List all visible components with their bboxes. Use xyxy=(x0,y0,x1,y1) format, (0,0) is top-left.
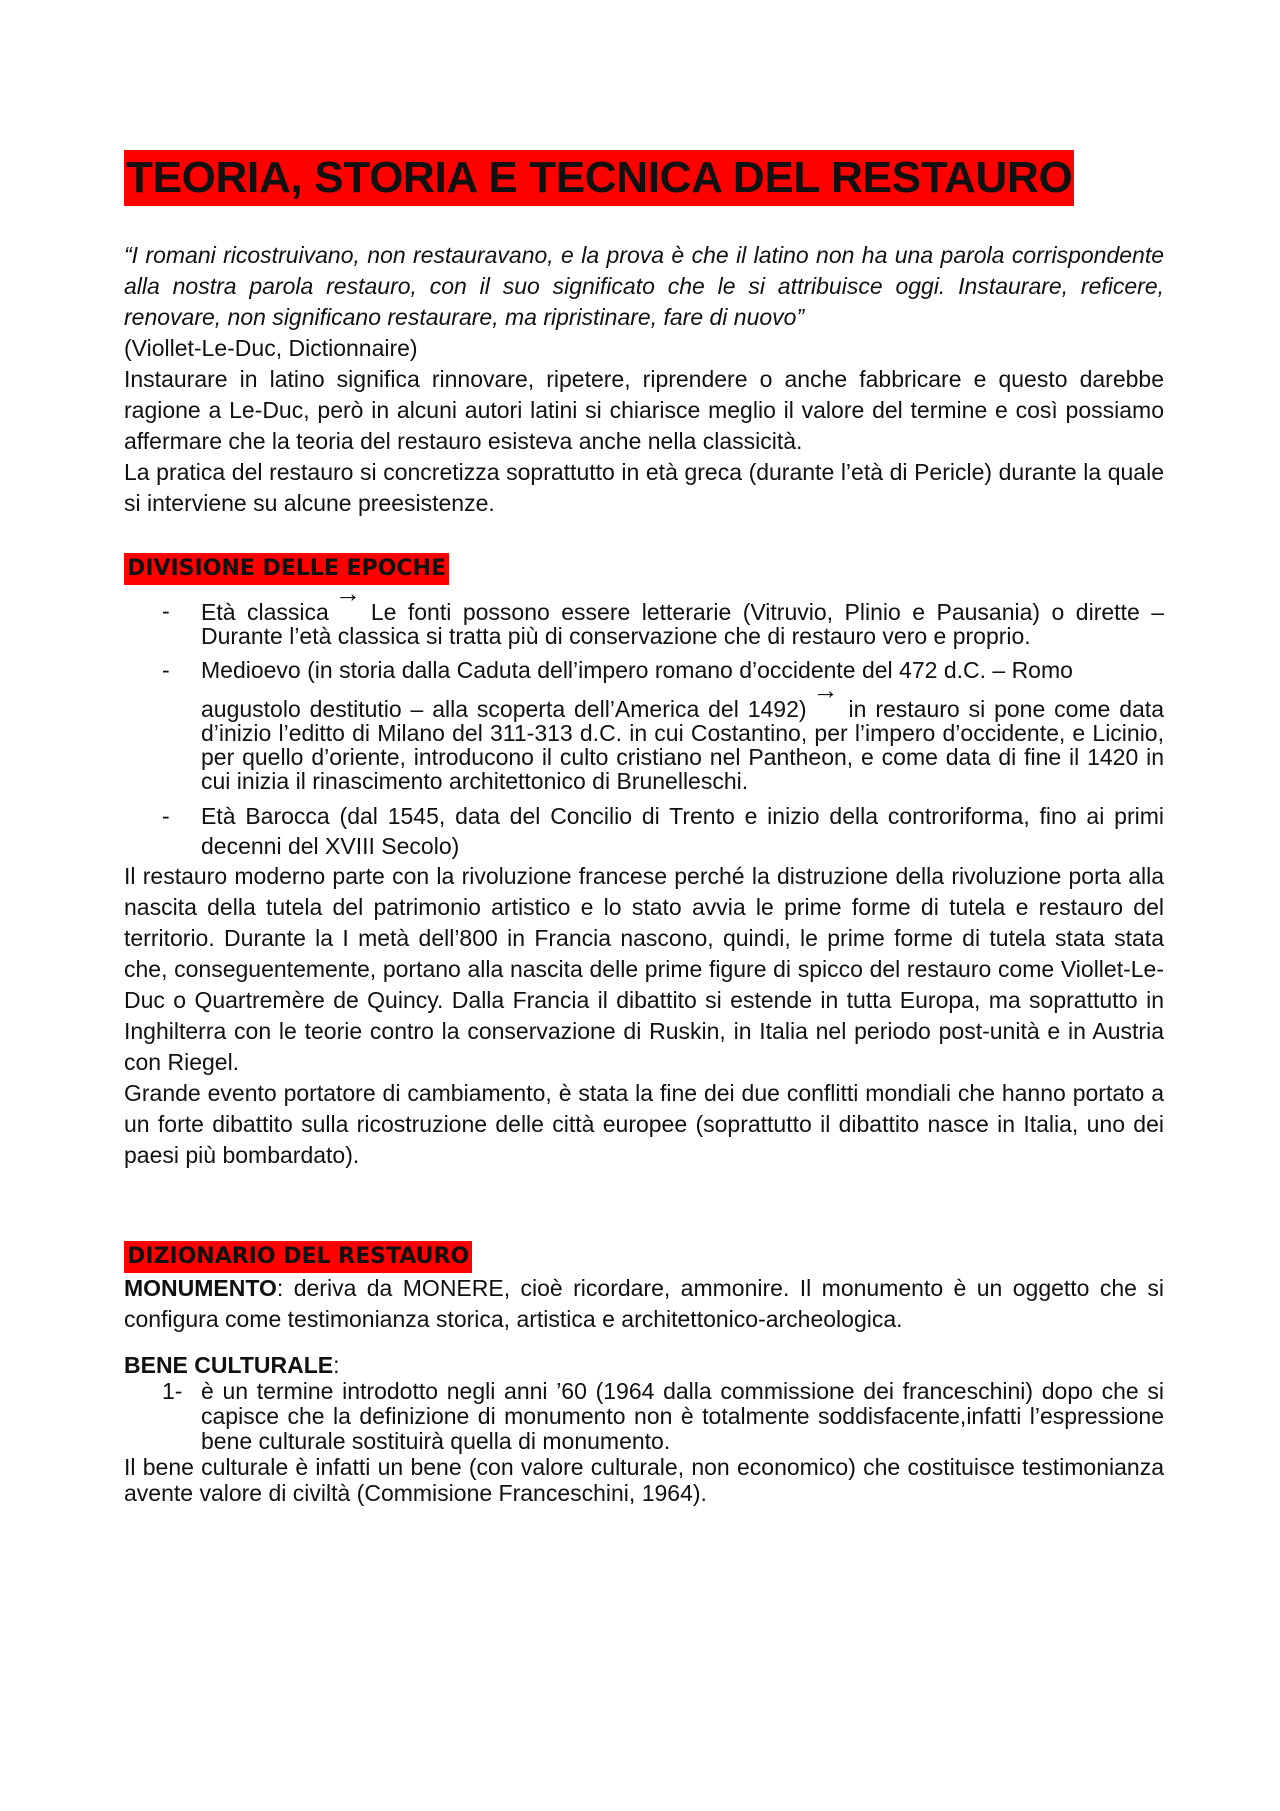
section-heading-epochs: DIVISIONE DELLE EPOCHE xyxy=(124,553,449,585)
arrow-right-icon: → xyxy=(334,578,361,608)
bene-definition-text: Il bene culturale è infatti un bene (con valore culturale, non economico) che costituisce testimonianza avente valore di civiltà (Commisione Franceschini, 1964). xyxy=(124,1454,1164,1506)
bene-item-text: è un termine introdotto negli anni ’60 (1964 dalla commissione dei franceschini) dopo che si capisce che la definizione di monumento non è totalmente soddisfacente,infatti l’espressione bene culturale sostituirà quella di monumento. xyxy=(201,1378,1164,1454)
list-item xyxy=(124,801,1164,861)
list-item xyxy=(124,658,1164,793)
list-bullet: - xyxy=(162,657,170,683)
epoch-text: Età Barocca (dal 1545, data del Concilio di Trento e inizio della controriforma, fino ai primi decenni del XVIII Secolo) xyxy=(201,803,1164,859)
quote-citation: (Viollet-Le-Duc, Dictionnaire) xyxy=(124,335,418,361)
epoch-text: in restauro si pone come data d’inizio l’editto di Milano del 311-313 d.C. in cui Costantino, per l’impero d’occidente, e Licinio, per quello d’oriente, introducono il culto cristiano nel Pantheon, e come data di fine il 1420 in cui inizia il rinascimento architettonico di Brunelleschi. xyxy=(201,696,1164,794)
epoch-label: augustolo destitutio – alla scoperta dell’America del 1492) xyxy=(201,696,807,722)
term-monumento: MONUMENTO xyxy=(124,1275,277,1301)
definition-bene-heading xyxy=(124,1351,1164,1379)
term-colon: : xyxy=(333,1352,340,1378)
section-heading-dictionary: DIZIONARIO DEL RESTAURO xyxy=(124,1241,472,1273)
epochs-list xyxy=(124,578,1164,861)
document-page xyxy=(124,150,1164,1506)
intro-paragraph-1: Instaurare in latino significa rinnovare, ripetere, riprendere o anche fabbricare e questo darebbe ragione a Le-Duc, però in alcuni autori latini si chiarisce meglio il valore del termine e così possiamo affermare che la teoria del restauro esisteva anche nella classicità. xyxy=(124,366,1164,454)
definition-monumento xyxy=(124,1273,1164,1335)
list-bullet: - xyxy=(162,598,170,624)
bene-list xyxy=(124,1379,1164,1454)
epoch-first-line: Medioevo (in storia dalla Caduta dell’impero romano d’occidente del 472 d.C. – Romo xyxy=(201,657,1073,683)
modern-paragraph-1: Il restauro moderno parte con la rivoluzione francese perché la distruzione della rivoluzione porta alla nascita della tutela del patrimonio artistico e lo stato avvia le prime forme di tutela e restauro del territorio. Durante la I metà dell’800 in Francia nascono, quindi, le prime forme di tutela stata stata che, conseguentemente, portano alla nascita delle prime figure di spicco del restauro come Viollet-Le-Duc o Quartremère de Quincy. Dalla Francia il dibattito si estende in tutta Europa, ma soprattutto in Inghilterra con le teorie contro la conservazione di Ruskin, in Italia nel periodo post-unità e in Austria con Riegel. xyxy=(124,863,1164,1075)
opening-quote: “I romani ricostruivano, non restauravano, e la prova è che il latino non ha una parola corrispondente alla nostra parola restauro, con il suo significato che le si attribuisce oggi. Instaurare, reficere, renovare, non significano restaurare, ma ripristinare, fare di nuovo” xyxy=(124,242,1164,330)
list-bullet: - xyxy=(162,803,170,829)
epoch-text: Le fonti possono essere letterarie (Vitruvio, Plinio e Pausania) o dirette – Durante l’età classica si tratta più di conservazione che di restauro vero e proprio. xyxy=(201,599,1164,649)
term-bene-culturale: BENE CULTURALE xyxy=(124,1352,334,1378)
list-number: 1- xyxy=(162,1378,183,1404)
intro-paragraph-2: La pratica del restauro si concretizza soprattutto in età greca (durante l’età di Pericle) durante la quale si interviene su alcune preesistenze. xyxy=(124,459,1164,516)
definition-text: : deriva da MONERE, cioè ricordare, ammonire. Il monumento è un oggetto che si configura come testimonianza storica, artistica e architettonico-archeologica. xyxy=(124,1275,1164,1332)
document-title: TEORIA, STORIA E TECNICA DEL RESTAURO xyxy=(124,150,1074,206)
list-item xyxy=(124,578,1164,649)
list-item xyxy=(124,1379,1164,1454)
modern-paragraph-2: Grande evento portatore di cambiamento, è stata la fine dei due conflitti mondiali che hanno portato a un forte dibattito sulla ricostruzione delle città europee (soprattutto il dibattito nasce in Italia, uno dei paesi più bombardato). xyxy=(124,1080,1164,1168)
epoch-label: Età classica xyxy=(201,599,329,625)
arrow-right-icon: → xyxy=(812,675,839,705)
